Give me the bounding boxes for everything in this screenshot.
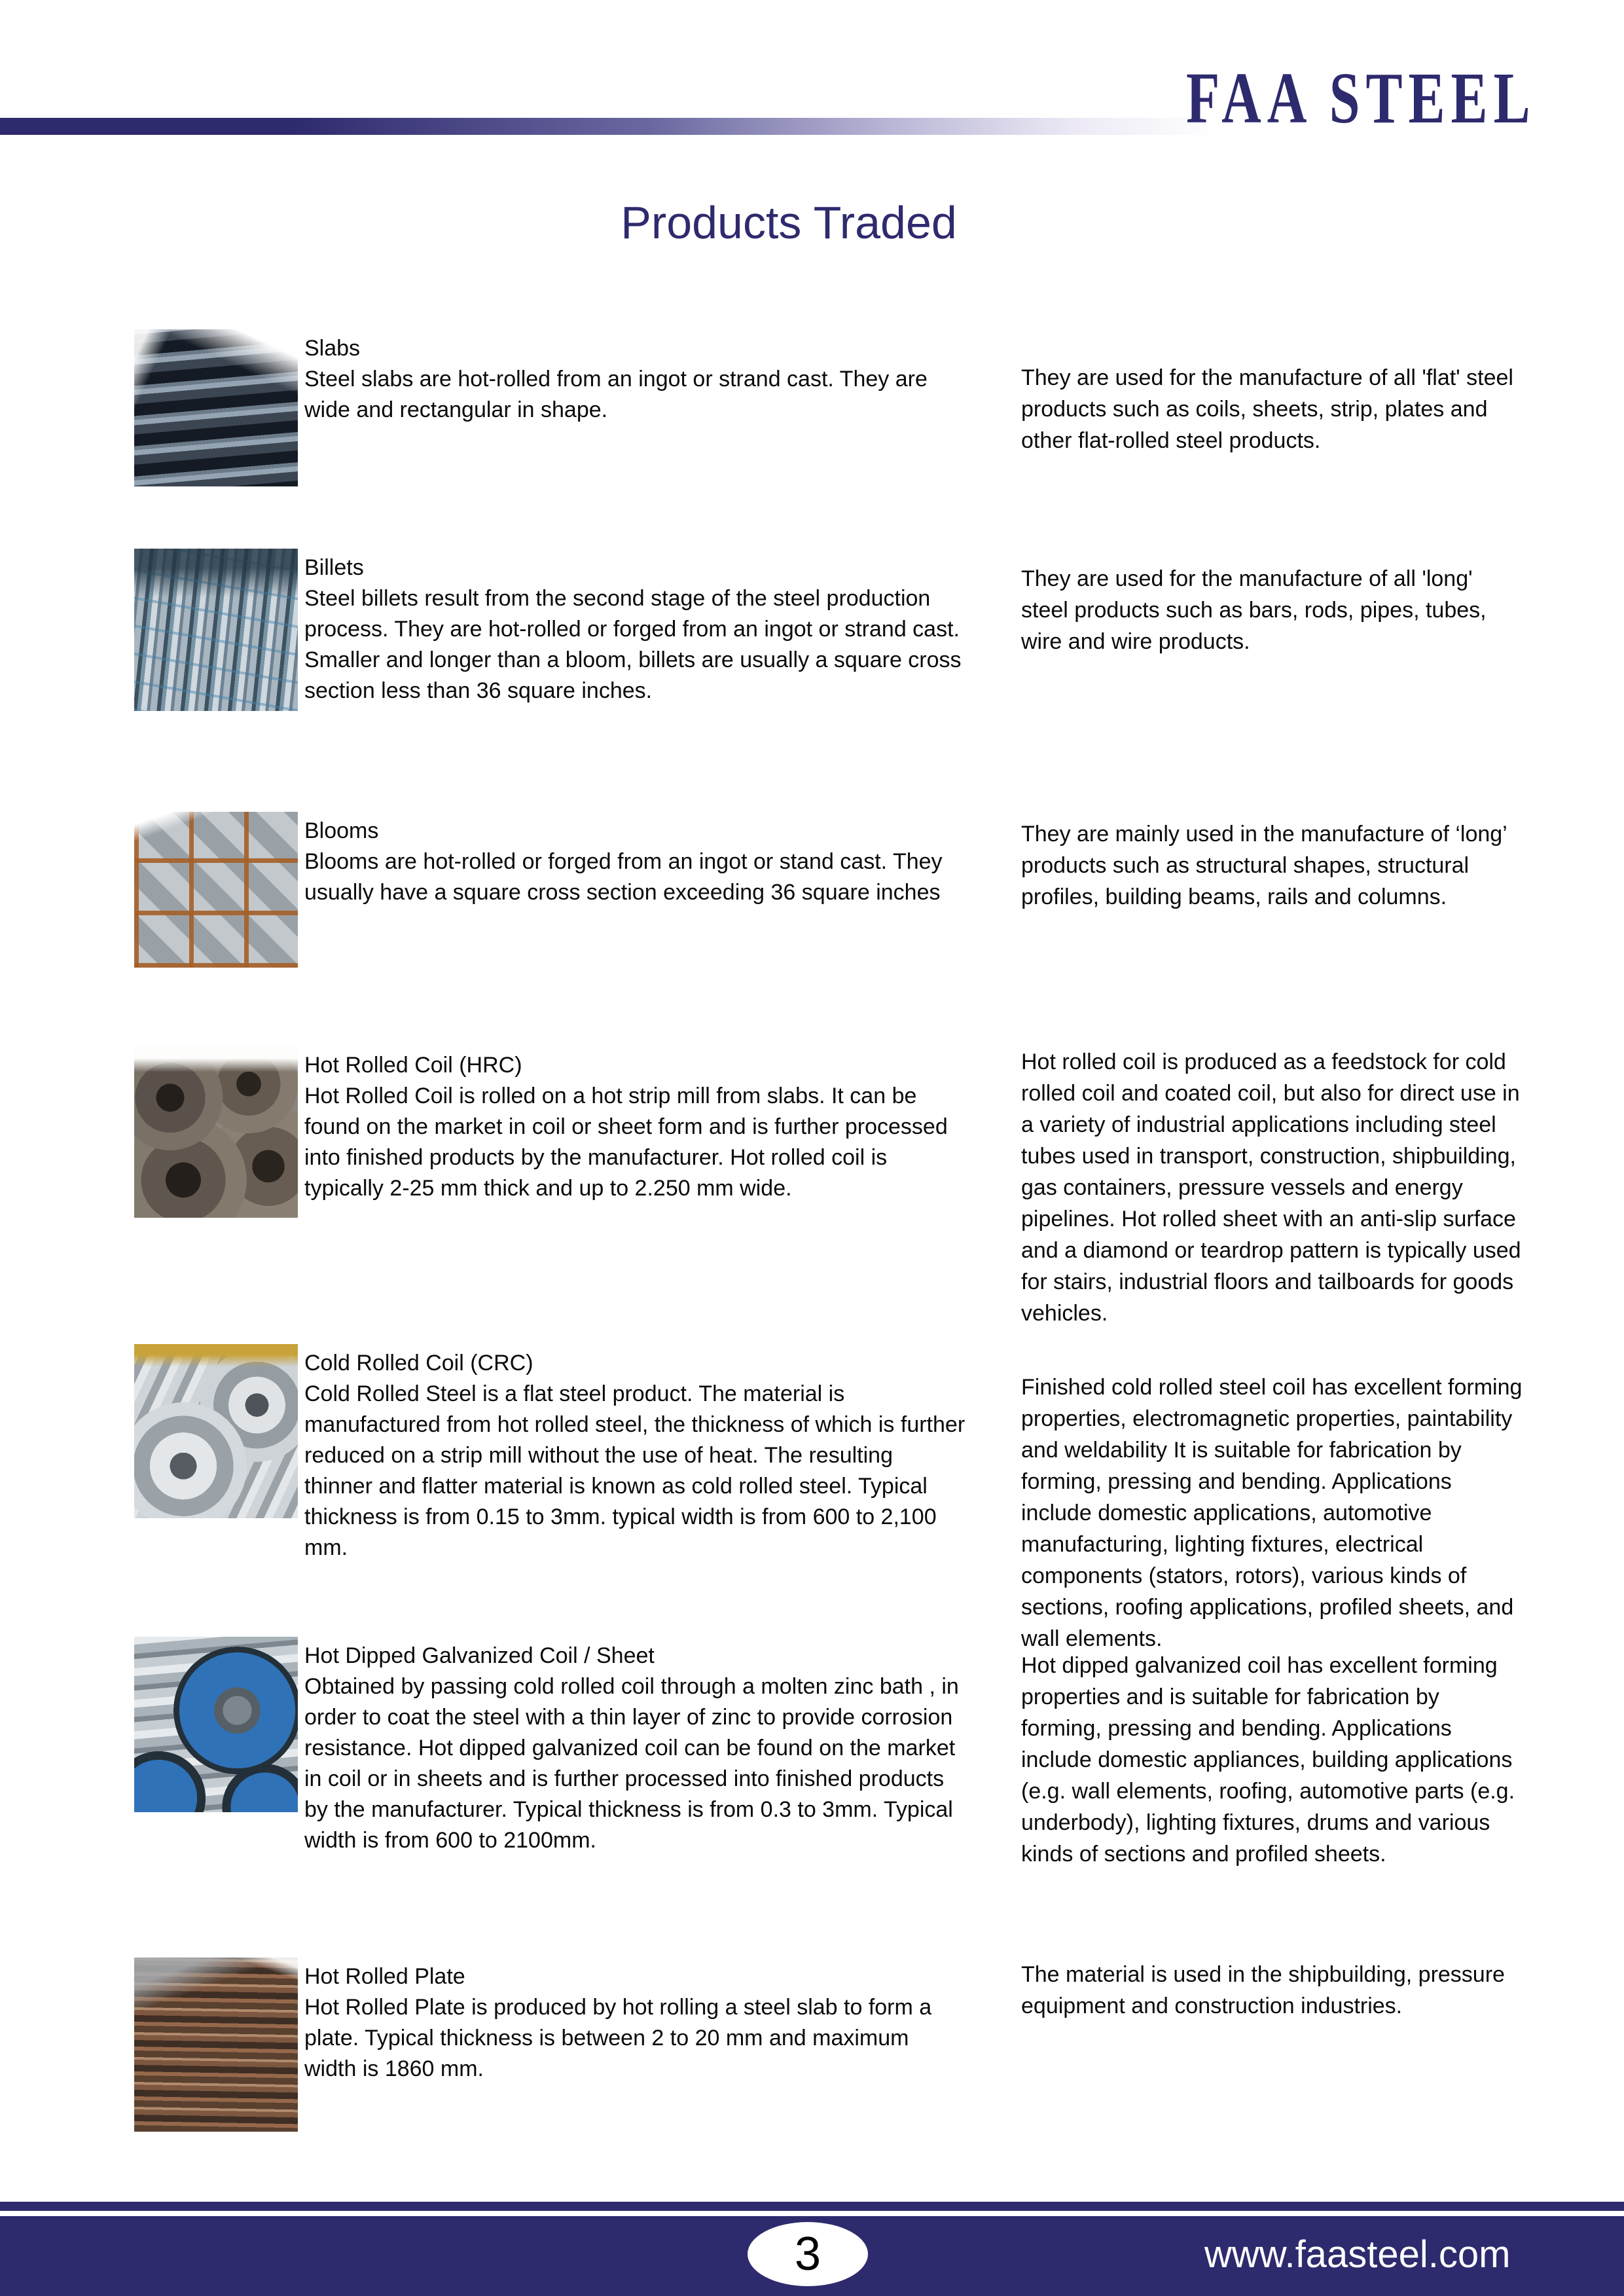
galvanized-coil-photo	[134, 1637, 298, 1812]
product-description: Steel slabs are hot-rolled from an ingot or strand cast. They are wide and rectangular in shape.	[304, 367, 928, 422]
product-text	[304, 1637, 965, 1856]
product-text	[304, 1958, 965, 2085]
product-row-slabs	[134, 329, 1525, 486]
product-uses: The material is used in the shipbuilding, pressure equipment and construction industries.	[1021, 1962, 1505, 2018]
product-row-billets	[134, 549, 1525, 711]
cold-rolled-coil-photo	[134, 1344, 298, 1518]
product-name: Cold Rolled Coil (CRC)	[304, 1351, 533, 1376]
hot-rolled-coil-photo	[134, 1046, 298, 1218]
product-row-cold-rolled-coil	[134, 1344, 1525, 1654]
product-text	[304, 549, 965, 706]
slabs-photo	[134, 329, 298, 486]
product-text	[304, 812, 965, 908]
product-text	[304, 1046, 965, 1204]
page-number: 3	[794, 2228, 821, 2280]
blooms-photo	[134, 812, 298, 968]
page-title: Products Traded	[621, 197, 957, 248]
product-description: Cold Rolled Steel is a flat steel product. The material is manufactured from hot rolled steel, the thickness of which is further reduced on a strip mill without the use of heat. The resulting thinner and flatter material is known as cold rolled steel. Typical thickness is from 0.15 to 3mm. typical width is from 600 to 2,100 mm.	[304, 1381, 965, 1560]
footer-rule	[0, 2202, 1624, 2211]
product-description: Hot Rolled Plate is produced by hot rolling a steel slab to form a plate. Typical thickness is between 2 to 20 mm and maximum width is 1860 mm.	[304, 1995, 932, 2081]
product-uses: Hot rolled coil is produced as a feedstock for cold rolled coil and coated coil, but also for direct use in a variety of industrial applications including steel tubes used in transport, construction, shipbuilding, gas containers, pressure vessels and energy pipelines. Hot rolled sheet with an anti-slip surface and a diamond or teardrop pattern is typically used for stairs, industrial floors and tailboards for goods vehicles.	[1021, 1049, 1521, 1326]
product-description: Steel billets result from the second stage of the steel production process. They are hot-rolled or forged from an ingot or strand cast. Smaller and longer than a bloom, billets are usually a square cross section less than 36 square inches.	[304, 586, 962, 703]
product-text	[304, 1344, 965, 1563]
product-name: Hot Dipped Galvanized Coil / Sheet	[304, 1643, 655, 1668]
product-description: Hot Rolled Coil is rolled on a hot strip mill from slabs. It can be found on the market in coil or sheet form and is further processed into finished products by the manufacturer. Hot rolled coil is typically 2-25 mm thick and up to 2.250 mm wide.	[304, 1084, 948, 1201]
product-name: Billets	[304, 555, 364, 580]
website-text: www.faasteel.com	[1204, 2233, 1511, 2276]
product-name: Hot Rolled Coil (HRC)	[304, 1053, 522, 1078]
brand-logo: FAA STEEL	[1186, 58, 1536, 139]
product-name: Slabs	[304, 336, 361, 361]
product-uses: They are mainly used in the manufacture of ‘long’ products such as structural shapes, structural profiles, building beams, rails and columns.	[1021, 822, 1507, 909]
product-description: Blooms are hot-rolled or forged from an ingot or stand cast. They usually have a square cross section exceeding 36 square inches	[304, 849, 943, 905]
product-text	[304, 329, 965, 426]
product-uses: Hot dipped galvanized coil has excellent forming properties and is suitable for fabrication by forming, pressing and bending. Applications include domestic appliances, building applications (e.g. wall elements, roofing, automotive parts (e.g. underbody), lighting fixtures, drums and various kinds of sections and profiled sheets.	[1021, 1653, 1515, 1867]
billets-photo	[134, 549, 298, 711]
product-uses: Finished cold rolled steel coil has excellent forming properties, electromagnetic properties, paintability and weldability It is suitable for fabrication by forming, pressing and bending. Applications include domestic applications, automotive manufacturing, lighting fixtures, electrical components (stators, rotors), various kinds of sections, roofing applications, profiled sheets, and wall elements.	[1021, 1375, 1523, 1651]
product-row-blooms	[134, 812, 1525, 968]
hot-rolled-plate-photo	[134, 1958, 298, 2132]
product-name: Blooms	[304, 818, 379, 843]
product-row-hot-rolled-coil	[134, 1046, 1525, 1329]
product-row-galvanized-coil	[134, 1637, 1525, 1870]
product-description: Obtained by passing cold rolled coil through a molten zinc bath , in order to coat the steel with a thin layer of zinc to provide corrosion resistance. Hot dipped galvanized coil can be found on the market in coil or in sheets and is further processed into finished products by the manufacturer. Typical thickness is from 0.3 to 3mm. Typical width is from 600 to 2100mm.	[304, 1674, 959, 1853]
product-uses: They are used for the manufacture of all 'long' steel products such as bars, rods, pipes, tubes, wire and wire products.	[1021, 566, 1487, 654]
page-number-badge	[748, 2222, 868, 2286]
product-uses: They are used for the manufacture of all 'flat' steel products such as coils, sheets, strip, plates and other flat-rolled steel products.	[1021, 365, 1513, 453]
product-row-hot-rolled-plate	[134, 1958, 1525, 2132]
product-name: Hot Rolled Plate	[304, 1964, 465, 1989]
